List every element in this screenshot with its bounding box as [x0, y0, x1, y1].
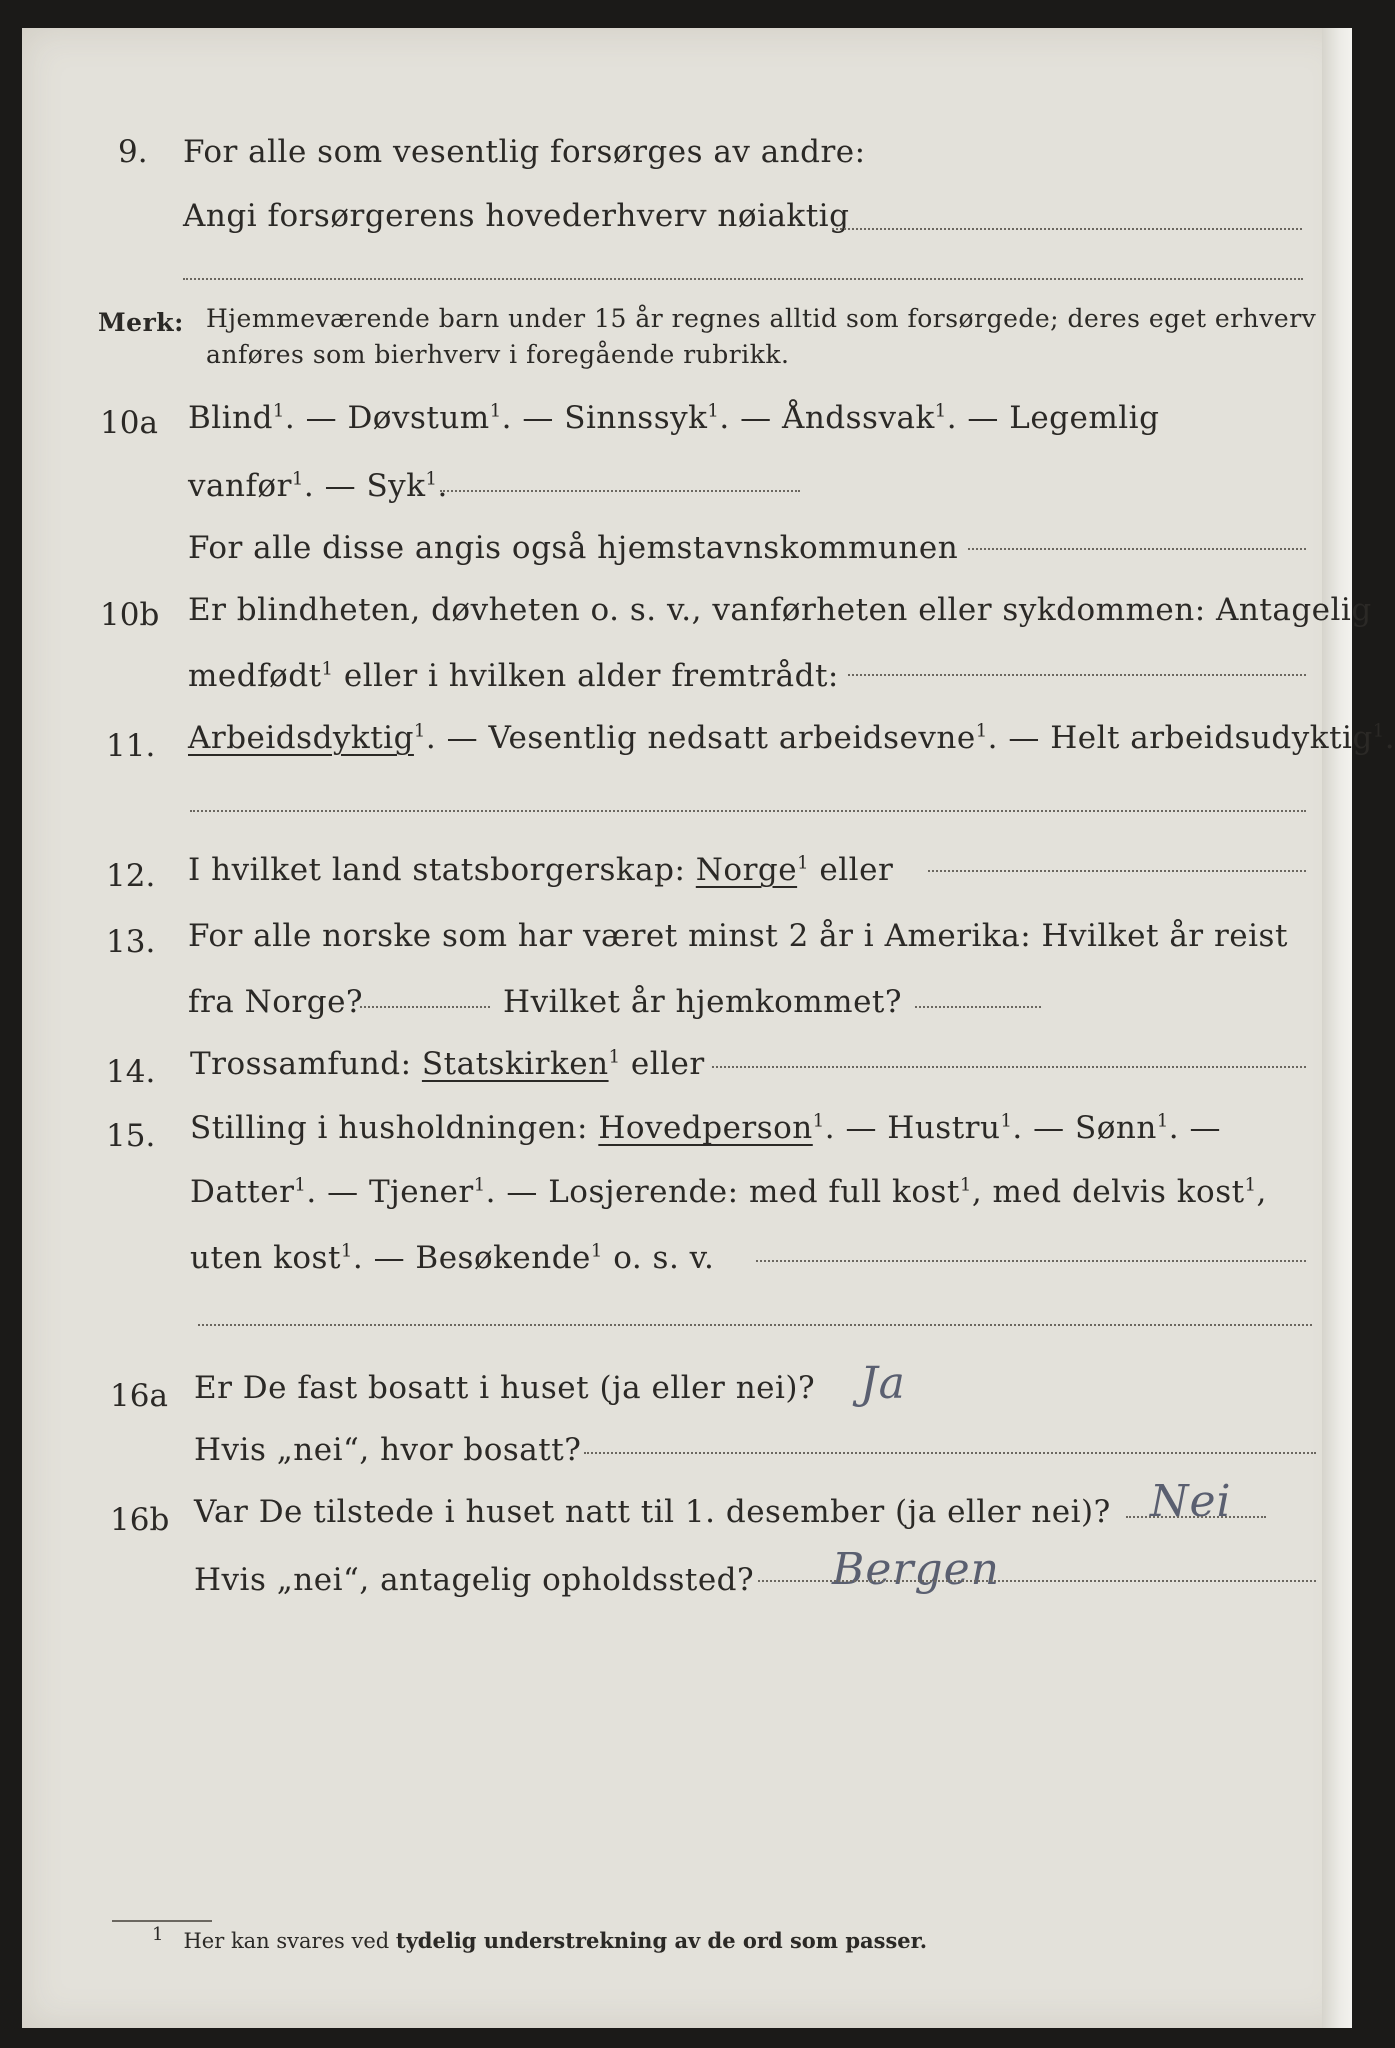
page-edge: [1322, 28, 1352, 2028]
q14-number: 14.: [106, 1054, 156, 1090]
q13-number: 13.: [106, 924, 156, 960]
q9-number: 9.: [118, 134, 148, 170]
q16b-answer-line[interactable]: [1126, 1516, 1266, 1518]
q15-line2: Datter$^1$. — Tjener$^1$. — Losjerende: med full kost$^1$, med delvis kost$^1$,: [190, 1174, 1267, 1210]
q12-number: 12.: [106, 858, 156, 894]
q10a-answer-line[interactable]: [440, 490, 800, 492]
q10a-kommune-line[interactable]: [968, 548, 1306, 550]
q13-reist-line[interactable]: [360, 1006, 490, 1008]
q13-line1: For alle norske som har været minst 2 år i Amerika: Hvilket år reist: [188, 918, 1288, 954]
q16a-answer-line[interactable]: [584, 1452, 1316, 1454]
q10b-number: 10b: [100, 597, 160, 633]
q14-answer-line[interactable]: [712, 1066, 1306, 1068]
q12-answer-line[interactable]: [928, 870, 1306, 872]
merk-line1: Hjemmeværende barn under 15 år regnes alltid som forsørgede; deres eget erhverv: [206, 304, 1317, 333]
q16b-handwritten-place: Bergen: [832, 1544, 1000, 1595]
q9-answer-line[interactable]: [832, 228, 1302, 230]
q15-answer-line[interactable]: [756, 1260, 1306, 1262]
q14-underlined-answer[interactable]: Statskirken: [421, 1046, 609, 1082]
q11-number: 11.: [106, 728, 156, 764]
q16b-line2: Hvis „nei“, antagelig opholdssted?: [194, 1562, 755, 1598]
q9-line2: Angi forsørgerens hovederhverv nøiaktig: [183, 198, 850, 234]
q16b-line1: Var De tilstede i huset natt til 1. desember (ja eller nei)?: [194, 1494, 1111, 1530]
q12-underlined-answer[interactable]: Norge: [695, 852, 798, 888]
q16a-line2: Hvis „nei“, hvor bosatt?: [194, 1432, 582, 1468]
footnote-rule: [112, 1920, 212, 1922]
q16a-line1: Er De fast bosatt i huset (ja eller nei)?: [194, 1370, 816, 1406]
q9-answer-line-2[interactable]: [183, 278, 1303, 280]
q13-line2: fra Norge? Hvilket år hjemkommet?: [188, 984, 903, 1020]
q12-line1: I hvilket land statsborgerskap: Norge$^1$ eller: [188, 852, 894, 888]
q10b-line1: Er blindheten, døvheten o. s. v., vanførheten eller sykdommen: Antagelig: [188, 592, 1372, 628]
q16a-handwritten-answer: Ja: [860, 1358, 906, 1409]
q15-underlined-answer[interactable]: Hovedperson: [598, 1110, 813, 1146]
q10a-line1: Blind$^1$. — Døvstum$^1$. — Sinnssyk$^1$. — Åndssvak$^1$. — Legemlig: [188, 400, 1160, 436]
q15-line1: Stilling i husholdningen: Hovedperson$^1$. — Hustru$^1$. — Sønn$^1$. —: [190, 1110, 1221, 1146]
q10a-line3: For alle disse angis også hjemstavnskommunen: [188, 530, 959, 566]
q10a-line2: vanfør$^1$. — Syk$^1$.: [188, 468, 448, 504]
q13-hjemkommet-line[interactable]: [915, 1006, 1041, 1008]
merk-line2: anføres som bierhverv i foregående rubrikk.: [206, 340, 790, 369]
q15-line3: uten kost$^1$. — Besøkende$^1$ o. s. v.: [190, 1240, 715, 1276]
q16a-number: 16a: [110, 1378, 168, 1414]
q11-answer-line[interactable]: [190, 810, 1306, 812]
q10b-answer-line[interactable]: [848, 674, 1306, 676]
q16b-number: 16b: [110, 1502, 170, 1538]
q16b-place-line[interactable]: [758, 1580, 1316, 1582]
q10b-line2: medfødt$^1$ eller i hvilken alder fremtrådt:: [188, 658, 839, 694]
q9-line1: For alle som vesentlig forsørges av andre:: [183, 134, 866, 170]
footnote: 1 Her kan svares ved tydelig understrekning av de ord som passer.: [152, 1924, 928, 1953]
q11-line1: Arbeidsdyktig$^1$. — Vesentlig nedsatt arbeidsevne$^1$. — Helt arbeidsudyktig$^1$.: [188, 720, 1395, 756]
merk-label: Merk:: [98, 308, 184, 337]
q11-underlined-answer[interactable]: Arbeidsdyktig: [188, 720, 414, 756]
q15-number: 15.: [106, 1118, 156, 1154]
q14-line1: Trossamfund: Statskirken$^1$ eller: [190, 1046, 705, 1082]
q10a-number: 10a: [100, 405, 158, 441]
q16b-handwritten-answer: Nei: [1150, 1476, 1232, 1527]
q15-answer-line-2[interactable]: [198, 1324, 1312, 1326]
